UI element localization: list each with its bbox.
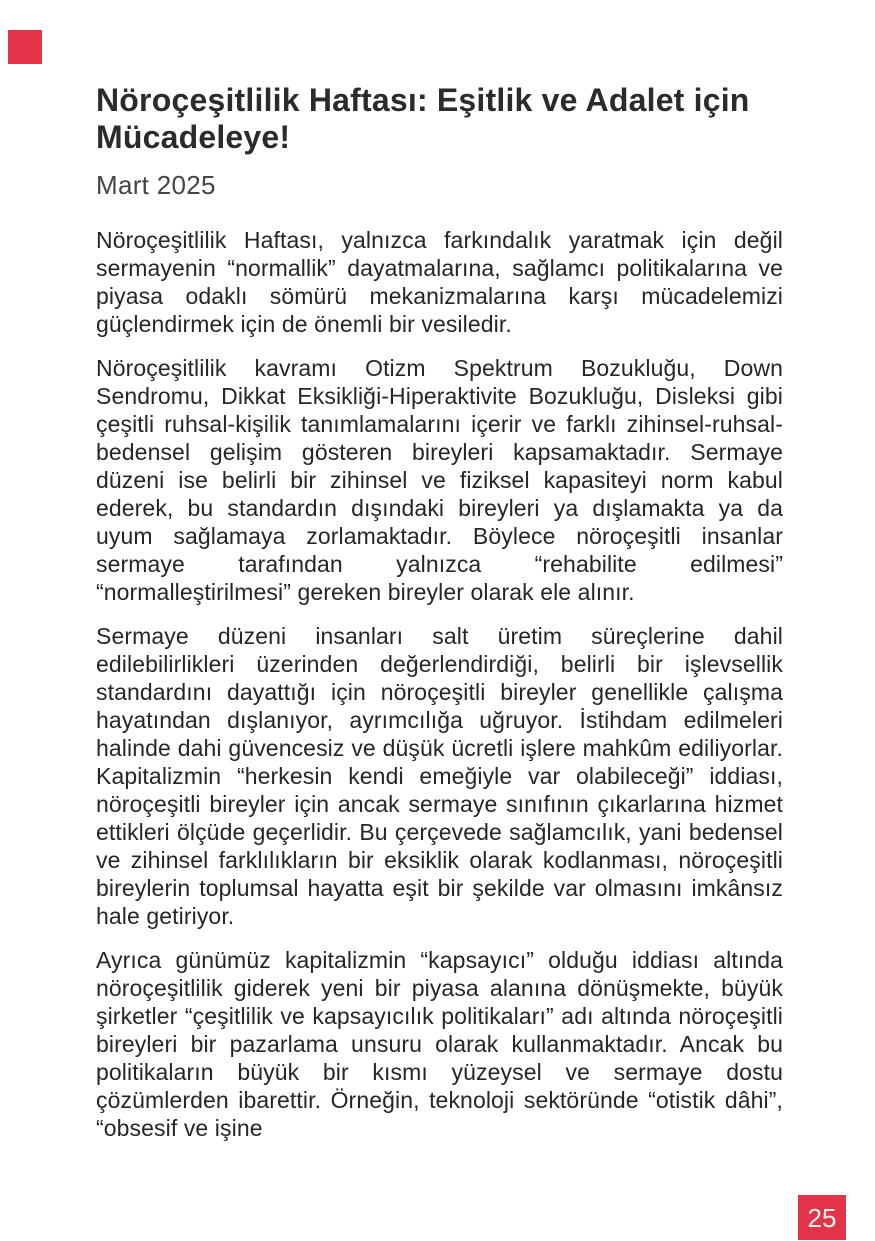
article-title — [96, 82, 783, 156]
publication-date: Mart 2025 — [96, 170, 216, 200]
paragraph: Sermaye düzeni insanları salt üretim süreçlerine dahil edilebilirlikleri üzerinden değerlendirdiği, belirli bir işlevsellik standardını dayattığı için nöroçeşitli bireyler genellikle çalışma hayatından dışlanıyor, ayrımcılığa uğruyor. İstihdam edilmeleri halinde dahi güvencesiz ve düşük ücretli işlere mahkûm ediliyorlar. Kapitalizmin “herkesin kendi emeğiyle var olabileceği” iddiası, nöroçeşitli bireyler için ancak sermaye sınıfının çıkarlarına hizmet ettikleri ölçüde geçerlidir. Bu çerçevede sağlamcılık, yani bedensel ve zihinsel farklılıkların bir eksiklik olarak kodlanması, nöroçeşitli bireylerin toplumsal hayatta eşit bir şekilde var olmasını imkânsız hale getiriyor. — [96, 623, 783, 929]
paragraph: Nöroçeşitlilik kavramı Otizm Spektrum Bozukluğu, Down Sendromu, Dikkat Eksikliği-Hiperaktivite Bozukluğu, Disleksi gibi çeşitli ruhsal-kişilik tanımlamalarını içerir ve farklı zihinsel-ruhsal-bedensel gelişim gösteren bireyleri kapsamaktadır. Sermaye düzeni ise belirli bir zihinsel ve fiziksel kapasiteyi norm kabul ederek, bu standardın dışındaki bireyleri ya dışlamakta ya da uyum sağlamaya zorlamaktadır. Böylece nöroçeşitli insanlar sermaye tarafından yalnızca “rehabilite edilmesi” “normalleştirilmesi” gereken bireyler olarak ele alınır. — [96, 355, 783, 605]
title-line-1: Nöroçeşitlilik Haftası: Eşitlik ve Adalet için — [96, 82, 750, 118]
article-content — [96, 82, 783, 1142]
article-body — [96, 226, 783, 1142]
page-number: 25 — [807, 1202, 837, 1233]
page-number-badge — [798, 1195, 846, 1240]
paragraph: Nöroçeşitlilik Haftası, yalnızca farkındalık yaratmak için değil sermayenin “normallik” dayatmalarına, sağlamcı politikalarına ve piyasa odaklı sömürü mekanizmalarına karşı mücadelemizi güçlendirmek için de önemli bir vesiledir. — [96, 227, 783, 337]
title-line-2: Mücadeleye! — [96, 119, 291, 155]
corner-accent-square — [8, 30, 42, 64]
paragraph: Ayrıca günümüz kapitalizmin “kapsayıcı” olduğu iddiası altında nöroçeşitlilik giderek yeni bir piyasa alanına dönüşmekte, büyük şirketler “çeşitlilik ve kapsayıcılık politikaları” adı altında nöroçeşitli bireyleri bir pazarlama unsuru olarak kullanmaktadır. Ancak bu politikaların büyük bir kısmı yüzeysel ve sermaye dostu çözümlerden ibarettir. Örneğin, teknoloji sektöründe “otistik dâhi”, “obsesif ve işine — [96, 947, 783, 1141]
